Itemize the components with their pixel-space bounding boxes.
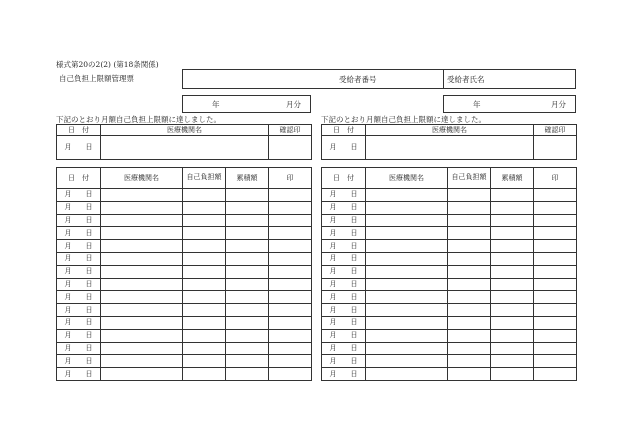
cumulative-cell [226, 355, 269, 368]
copay-cell [183, 291, 226, 304]
seal-cell [534, 214, 577, 227]
header-date: 日 付 [322, 168, 366, 189]
table-row [322, 201, 577, 214]
cumulative-cell [226, 368, 269, 381]
recipient-name-label: 受給者氏名 [447, 75, 485, 84]
seal-cell [269, 278, 312, 291]
date-cell [57, 304, 101, 317]
table-row [322, 316, 577, 329]
cumulative-cell [226, 201, 269, 214]
day-unit: 日 [350, 369, 358, 378]
seal-cell [534, 227, 577, 240]
table-row [322, 342, 577, 355]
table-row [57, 189, 312, 202]
table-row [57, 201, 312, 214]
day-unit: 日 [350, 203, 358, 212]
date-cell [322, 214, 366, 227]
month-unit: 月 [64, 279, 72, 288]
month-unit: 月 [329, 143, 337, 151]
header-seal: 確認印 [534, 125, 577, 136]
table-row [322, 252, 577, 265]
institution-cell [366, 342, 448, 355]
month-unit: 月 [329, 228, 337, 237]
cumulative-cell [491, 316, 534, 329]
month-box-right [443, 95, 576, 113]
seal-cell [269, 342, 312, 355]
copay-cell [183, 201, 226, 214]
day-unit: 日 [350, 292, 358, 301]
cumulative-cell [226, 189, 269, 202]
month-unit: 月 [329, 279, 337, 288]
cumulative-cell [491, 355, 534, 368]
seal-cell [269, 240, 312, 253]
institution-cell [101, 227, 183, 240]
date-cell [57, 368, 101, 381]
date-cell [57, 240, 101, 253]
date-cell [57, 291, 101, 304]
copay-cell [448, 355, 491, 368]
day-unit: 日 [85, 318, 93, 327]
day-unit: 日 [85, 241, 93, 250]
seal-cell [269, 189, 312, 202]
day-unit: 日 [350, 228, 358, 237]
cumulative-cell [491, 201, 534, 214]
cumulative-cell [491, 214, 534, 227]
institution-cell [366, 252, 448, 265]
month-unit: 月 [329, 241, 337, 250]
date-cell [57, 201, 101, 214]
header-seal: 印 [269, 168, 312, 189]
copay-cell [448, 201, 491, 214]
page-title: 自己負担上限額管理票 [59, 74, 134, 83]
year-label: 年 [473, 100, 481, 109]
copay-cell [448, 304, 491, 317]
seal-cell [269, 316, 312, 329]
table-row [322, 214, 577, 227]
seal-cell [534, 189, 577, 202]
institution-cell [366, 201, 448, 214]
day-unit: 日 [85, 254, 93, 263]
header-date: 日 付 [57, 125, 101, 136]
date-cell [57, 342, 101, 355]
institution-cell [101, 355, 183, 368]
month-unit: 月 [64, 343, 72, 352]
copay-cell [183, 304, 226, 317]
month-unit: 月 [64, 292, 72, 301]
institution-cell [366, 189, 448, 202]
cumulative-cell [491, 278, 534, 291]
month-unit: 月 [64, 241, 72, 250]
institution-cell [366, 291, 448, 304]
table-row [322, 240, 577, 253]
cumulative-cell [226, 214, 269, 227]
copay-cell [448, 329, 491, 342]
cumulative-cell [226, 252, 269, 265]
date-cell [57, 227, 101, 240]
month-unit: 月 [64, 331, 72, 340]
month-label: 月分 [286, 100, 301, 109]
seal-cell [269, 329, 312, 342]
date-cell [322, 240, 366, 253]
header-copay: 自己負担額 [448, 168, 491, 189]
day-unit: 日 [85, 203, 93, 212]
copay-record-table-right [321, 167, 577, 381]
cumulative-cell [226, 227, 269, 240]
month-box-left [182, 95, 311, 113]
month-unit: 月 [64, 190, 72, 199]
seal-cell [534, 278, 577, 291]
copay-cell [183, 316, 226, 329]
institution-cell [366, 304, 448, 317]
date-cell [322, 252, 366, 265]
seal-cell [534, 265, 577, 278]
seal-cell [534, 316, 577, 329]
table-row [322, 278, 577, 291]
cumulative-cell [491, 342, 534, 355]
date-cell [322, 265, 366, 278]
day-unit: 日 [350, 254, 358, 263]
header-date: 日 付 [57, 168, 101, 189]
date-cell [322, 201, 366, 214]
day-unit: 日 [85, 305, 93, 314]
cumulative-cell [491, 329, 534, 342]
day-unit: 日 [85, 215, 93, 224]
date-cell [57, 252, 101, 265]
date-cell [57, 265, 101, 278]
seal-cell [269, 368, 312, 381]
day-unit: 日 [85, 279, 93, 288]
copay-cell [183, 342, 226, 355]
divider [443, 70, 444, 88]
header-cumulative: 累積額 [226, 168, 269, 189]
copay-cell [448, 316, 491, 329]
day-unit: 日 [85, 331, 93, 340]
table-row [57, 278, 312, 291]
institution-cell [366, 214, 448, 227]
copay-cell [448, 189, 491, 202]
table-row [57, 265, 312, 278]
copay-cell [448, 265, 491, 278]
copay-cell [448, 291, 491, 304]
day-unit: 日 [350, 190, 358, 199]
institution-cell [366, 240, 448, 253]
header-seal: 確認印 [269, 125, 312, 136]
cumulative-cell [226, 240, 269, 253]
copay-cell [448, 252, 491, 265]
copay-cell [448, 227, 491, 240]
date-cell [322, 278, 366, 291]
institution-cell [366, 316, 448, 329]
header-institution: 医療機関名 [366, 125, 534, 136]
day-unit: 日 [350, 318, 358, 327]
cumulative-cell [226, 342, 269, 355]
date-cell [322, 368, 366, 381]
date-cell [57, 136, 101, 160]
institution-cell [366, 265, 448, 278]
copay-cell [448, 342, 491, 355]
seal-cell [269, 355, 312, 368]
day-unit: 日 [350, 305, 358, 314]
institution-cell [366, 329, 448, 342]
cumulative-cell [226, 316, 269, 329]
day-unit: 日 [350, 267, 358, 276]
copay-cell [183, 240, 226, 253]
institution-cell [101, 329, 183, 342]
copay-cell [183, 329, 226, 342]
institution-cell [366, 278, 448, 291]
table-row [57, 252, 312, 265]
copay-cell [183, 265, 226, 278]
table-row [57, 342, 312, 355]
date-cell [322, 227, 366, 240]
month-unit: 月 [329, 369, 337, 378]
cumulative-cell [491, 304, 534, 317]
table-row [57, 227, 312, 240]
date-cell [57, 278, 101, 291]
cumulative-cell [491, 265, 534, 278]
header-institution: 医療機関名 [101, 168, 183, 189]
table-row [322, 227, 577, 240]
table-row [322, 329, 577, 342]
cumulative-cell [491, 227, 534, 240]
date-cell [322, 136, 366, 160]
form-label: 様式第20の2(2) (第18条関係) [56, 60, 159, 69]
day-unit: 日 [85, 292, 93, 301]
month-unit: 月 [329, 203, 337, 212]
recipient-number-label: 受給者番号 [339, 75, 377, 84]
day-unit: 日 [85, 228, 93, 237]
recipient-info-box [182, 69, 576, 89]
day-unit: 日 [85, 343, 93, 352]
table-row [57, 368, 312, 381]
date-cell [322, 342, 366, 355]
month-unit: 月 [64, 143, 72, 151]
institution-cell [101, 240, 183, 253]
table-row [57, 214, 312, 227]
header-date: 日 付 [322, 125, 366, 136]
day-unit: 日 [350, 143, 358, 151]
table-row [322, 189, 577, 202]
day-unit: 日 [350, 215, 358, 224]
date-cell [322, 304, 366, 317]
header-institution: 医療機関名 [101, 125, 269, 136]
copay-cell [448, 278, 491, 291]
cumulative-cell [226, 265, 269, 278]
day-unit: 日 [85, 356, 93, 365]
date-cell [57, 189, 101, 202]
date-cell [57, 329, 101, 342]
month-unit: 月 [329, 215, 337, 224]
day-unit: 日 [350, 356, 358, 365]
institution-cell [101, 189, 183, 202]
month-unit: 月 [64, 369, 72, 378]
day-unit: 日 [350, 241, 358, 250]
cumulative-cell [491, 291, 534, 304]
seal-cell [534, 355, 577, 368]
day-unit: 日 [85, 190, 93, 199]
month-unit: 月 [329, 305, 337, 314]
header-seal: 印 [534, 168, 577, 189]
date-cell [322, 329, 366, 342]
copay-cell [183, 227, 226, 240]
header-cumulative: 累積額 [491, 168, 534, 189]
day-unit: 日 [85, 143, 93, 151]
date-cell [322, 291, 366, 304]
seal-cell [269, 136, 312, 160]
seal-cell [269, 201, 312, 214]
month-unit: 月 [64, 267, 72, 276]
day-unit: 日 [350, 279, 358, 288]
year-label: 年 [212, 100, 220, 109]
copay-cell [448, 214, 491, 227]
header-institution: 医療機関名 [366, 168, 448, 189]
seal-cell [534, 342, 577, 355]
institution-cell [101, 342, 183, 355]
copay-record-table-left [56, 167, 312, 381]
seal-cell [269, 252, 312, 265]
notice-right: 下記のとおり月額自己負担上限額に達しました。 [321, 115, 486, 124]
header-copay: 自己負担額 [183, 168, 226, 189]
seal-cell [269, 227, 312, 240]
day-unit: 日 [85, 369, 93, 378]
institution-cell [366, 227, 448, 240]
month-label: 月分 [551, 100, 566, 109]
date-cell [322, 189, 366, 202]
institution-cell [101, 278, 183, 291]
table-row [57, 329, 312, 342]
institution-cell [101, 252, 183, 265]
month-unit: 月 [64, 318, 72, 327]
institution-cell [101, 214, 183, 227]
institution-cell [366, 136, 534, 160]
institution-cell [101, 136, 269, 160]
month-unit: 月 [329, 190, 337, 199]
month-unit: 月 [64, 254, 72, 263]
institution-cell [101, 368, 183, 381]
month-unit: 月 [329, 254, 337, 263]
seal-cell [534, 368, 577, 381]
day-unit: 日 [85, 267, 93, 276]
table-row [322, 291, 577, 304]
cumulative-cell [226, 329, 269, 342]
month-unit: 月 [329, 356, 337, 365]
month-unit: 月 [329, 267, 337, 276]
table-row [322, 355, 577, 368]
seal-cell [534, 136, 577, 160]
seal-cell [534, 329, 577, 342]
cumulative-cell [491, 368, 534, 381]
copay-cell [183, 189, 226, 202]
month-unit: 月 [329, 343, 337, 352]
notice-left: 下記のとおり月額自己負担上限額に達しました。 [56, 115, 221, 124]
limit-reached-table-left [56, 124, 312, 160]
institution-cell [366, 368, 448, 381]
day-unit: 日 [350, 343, 358, 352]
cumulative-cell [226, 278, 269, 291]
table-row [57, 240, 312, 253]
copay-cell [183, 355, 226, 368]
day-unit: 日 [350, 331, 358, 340]
seal-cell [534, 252, 577, 265]
date-cell [57, 214, 101, 227]
month-unit: 月 [64, 228, 72, 237]
table-row [57, 316, 312, 329]
institution-cell [366, 355, 448, 368]
limit-reached-table-right [321, 124, 577, 160]
table-row [322, 304, 577, 317]
seal-cell [534, 240, 577, 253]
date-cell [57, 316, 101, 329]
month-unit: 月 [329, 318, 337, 327]
seal-cell [269, 265, 312, 278]
seal-cell [534, 304, 577, 317]
copay-cell [448, 368, 491, 381]
copay-cell [183, 214, 226, 227]
cumulative-cell [226, 304, 269, 317]
table-row [322, 265, 577, 278]
seal-cell [269, 304, 312, 317]
cumulative-cell [491, 240, 534, 253]
month-unit: 月 [64, 203, 72, 212]
seal-cell [269, 291, 312, 304]
seal-cell [534, 201, 577, 214]
copay-cell [448, 240, 491, 253]
copay-cell [183, 368, 226, 381]
institution-cell [101, 316, 183, 329]
institution-cell [101, 265, 183, 278]
cumulative-cell [491, 189, 534, 202]
institution-cell [101, 291, 183, 304]
table-row [57, 291, 312, 304]
table-row [322, 368, 577, 381]
institution-cell [101, 304, 183, 317]
copay-cell [183, 278, 226, 291]
cumulative-cell [226, 291, 269, 304]
institution-cell [101, 201, 183, 214]
month-unit: 月 [64, 215, 72, 224]
month-unit: 月 [64, 305, 72, 314]
date-cell [57, 355, 101, 368]
cumulative-cell [491, 252, 534, 265]
table-row [57, 355, 312, 368]
month-unit: 月 [329, 331, 337, 340]
seal-cell [269, 214, 312, 227]
date-cell [322, 316, 366, 329]
copay-cell [183, 252, 226, 265]
seal-cell [534, 291, 577, 304]
month-unit: 月 [329, 292, 337, 301]
date-cell [322, 355, 366, 368]
table-row [57, 304, 312, 317]
month-unit: 月 [64, 356, 72, 365]
